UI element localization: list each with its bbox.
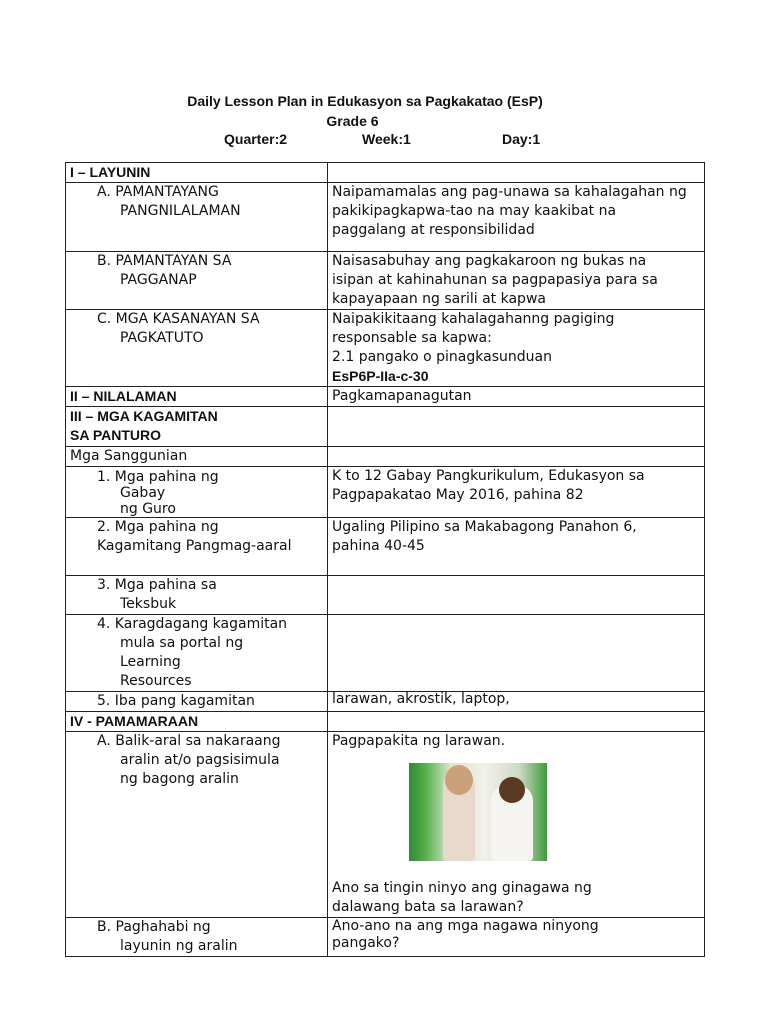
label-line: B. PAMANTAYAN SA: [97, 253, 232, 269]
text-line: dalawang bata sa larawan?: [332, 899, 524, 915]
value-gabay-ng-guro: [328, 467, 705, 518]
section-heading-kagamitan: [66, 407, 328, 447]
table-row: [66, 467, 705, 518]
text-line: paggalang at responsibilidad: [332, 222, 535, 238]
label-line: A. PAMANTAYANG: [97, 184, 219, 200]
label-pamantayang-pangnilalaman: [66, 183, 328, 252]
label-sanggunian: Mga Sanggunian: [66, 447, 328, 467]
document-title: Daily Lesson Plan in Edukasyon sa Pagkakatao (EsP): [187, 93, 543, 109]
lesson-plan-table: [65, 162, 705, 957]
table-row: [66, 252, 705, 310]
value-iba-pang-kagamitan: larawan, akrostik, laptop,: [328, 692, 705, 712]
label-line: Teksbuk: [120, 596, 177, 612]
table-row: [66, 518, 705, 576]
children-photo: [409, 763, 547, 861]
label-line: Gabay: [120, 485, 166, 501]
label-kasanayan-sa-pagkatuto: [66, 310, 328, 387]
text-line: Ugaling Pilipino sa Makabagong Panahon 6,: [332, 519, 637, 535]
empty-cell: [328, 576, 705, 615]
value-kasanayan-sa-pagkatuto: [328, 310, 705, 387]
table-row: [66, 918, 705, 957]
value-paghahabi: [328, 918, 705, 957]
label-line: PANGNILALAMAN: [120, 203, 241, 219]
value-pamantayang-pangnilalaman: [328, 183, 705, 252]
text-line: responsable sa kapwa:: [332, 330, 492, 346]
table-row: [66, 712, 705, 732]
heading-line: III – MGA KAGAMITAN: [70, 408, 218, 424]
table-row: [66, 407, 705, 447]
text-line: Naisasabuhay ang pagkakaroon ng bukas na: [332, 253, 647, 269]
empty-cell: [328, 615, 705, 692]
table-row: [66, 692, 705, 712]
value-nilalaman: Pagkamapanagutan: [328, 387, 705, 407]
label-paghahabi: [66, 918, 328, 957]
text-line: Pagpapakita ng larawan.: [332, 733, 506, 749]
value-pamantayan-sa-pagganap: [328, 252, 705, 310]
text-line: pakikipagkapwa-tao na may kaakibat na: [332, 203, 617, 219]
child-head: [445, 765, 473, 795]
empty-cell: [328, 163, 705, 183]
text-line: Ano-ano na ang mga nagawa ninyong: [332, 918, 599, 934]
heading-line: SA PANTURO: [70, 427, 161, 443]
table-row: [66, 447, 705, 467]
label-line: 5. Iba pang kagamitan: [97, 693, 255, 709]
grade-label: Grade 6: [326, 113, 379, 129]
empty-cell: [328, 712, 705, 732]
label-kagamitang-pangmag-aaral: [66, 518, 328, 576]
day-label: Day:1: [502, 131, 541, 147]
label-line: 4. Karagdagang kagamitan: [97, 616, 288, 632]
value-kagamitang-pangmag-aaral: [328, 518, 705, 576]
table-row: [66, 732, 705, 918]
label-line: PAGGANAP: [120, 272, 197, 288]
label-line: 2. Mga pahina ng: [97, 519, 219, 535]
text-line: pahina 40-45: [332, 538, 425, 554]
quarter-label: Quarter:2: [224, 131, 288, 147]
text-line: Naipamamalas ang pag-unawa sa kahalagahan ng: [332, 184, 687, 200]
value-balik-aral: [328, 732, 705, 918]
week-label: Week:1: [362, 131, 411, 147]
label-line: PAGKATUTO: [120, 330, 204, 346]
label-line: mula sa portal ng: [120, 635, 244, 651]
table-row: [66, 387, 705, 407]
competency-code: EsP6P-IIa-c-30: [332, 368, 429, 384]
text-line: Ano sa tingin ninyo ang ginagawa ng: [332, 880, 592, 896]
section-heading-pamamaraan: IV - PAMAMARAAN: [66, 712, 328, 732]
label-gabay-ng-guro: [66, 467, 328, 518]
label-line: layunin ng aralin: [120, 938, 238, 954]
text-line: Naipakikitaang kahalagahanng pagiging: [332, 311, 615, 327]
table-row: [66, 310, 705, 387]
text-line: kapayapaan ng sarili at kapwa: [332, 291, 546, 307]
text-line: K to 12 Gabay Pangkurikulum, Edukasyon sa: [332, 468, 645, 484]
text-line: isipan at kahinahunan sa pagpapasiya para sa: [332, 272, 658, 288]
label-teksbuk: [66, 576, 328, 615]
label-line: ng bagong aralin: [120, 771, 239, 787]
label-balik-aral: [66, 732, 328, 918]
label-line: aralin at/o pagsisimula: [120, 752, 280, 768]
section-heading-nilalaman: II – NILALAMAN: [66, 387, 328, 407]
label-line: Resources: [120, 673, 192, 689]
section-heading-layunin: I – LAYUNIN: [66, 163, 328, 183]
child-head: [499, 777, 525, 803]
label-line: Kagamitang Pangmag-aaral: [97, 538, 292, 554]
label-line: A. Balik-aral sa nakaraang: [97, 733, 281, 749]
empty-cell: [328, 407, 705, 447]
label-line: 3. Mga pahina sa: [97, 577, 217, 593]
text-line: pangako?: [332, 935, 400, 951]
text-line: Pagpapakatao May 2016, pahina 82: [332, 487, 584, 503]
text-line: 2.1 pangako o pinagkasunduan: [332, 349, 552, 365]
table-row: [66, 183, 705, 252]
table-row: [66, 163, 705, 183]
label-line: 1. Mga pahina ng: [97, 469, 219, 485]
table-row: [66, 615, 705, 692]
table-row: [66, 576, 705, 615]
label-line: B. Paghahabi ng: [97, 919, 211, 935]
label-learning-resources: [66, 615, 328, 692]
empty-cell: [328, 447, 705, 467]
label-iba-pang-kagamitan: [66, 692, 328, 712]
label-line: C. MGA KASANAYAN SA: [97, 311, 260, 327]
label-line: Learning: [120, 654, 181, 670]
label-line: ng Guro: [120, 501, 176, 517]
label-pamantayan-sa-pagganap: [66, 252, 328, 310]
